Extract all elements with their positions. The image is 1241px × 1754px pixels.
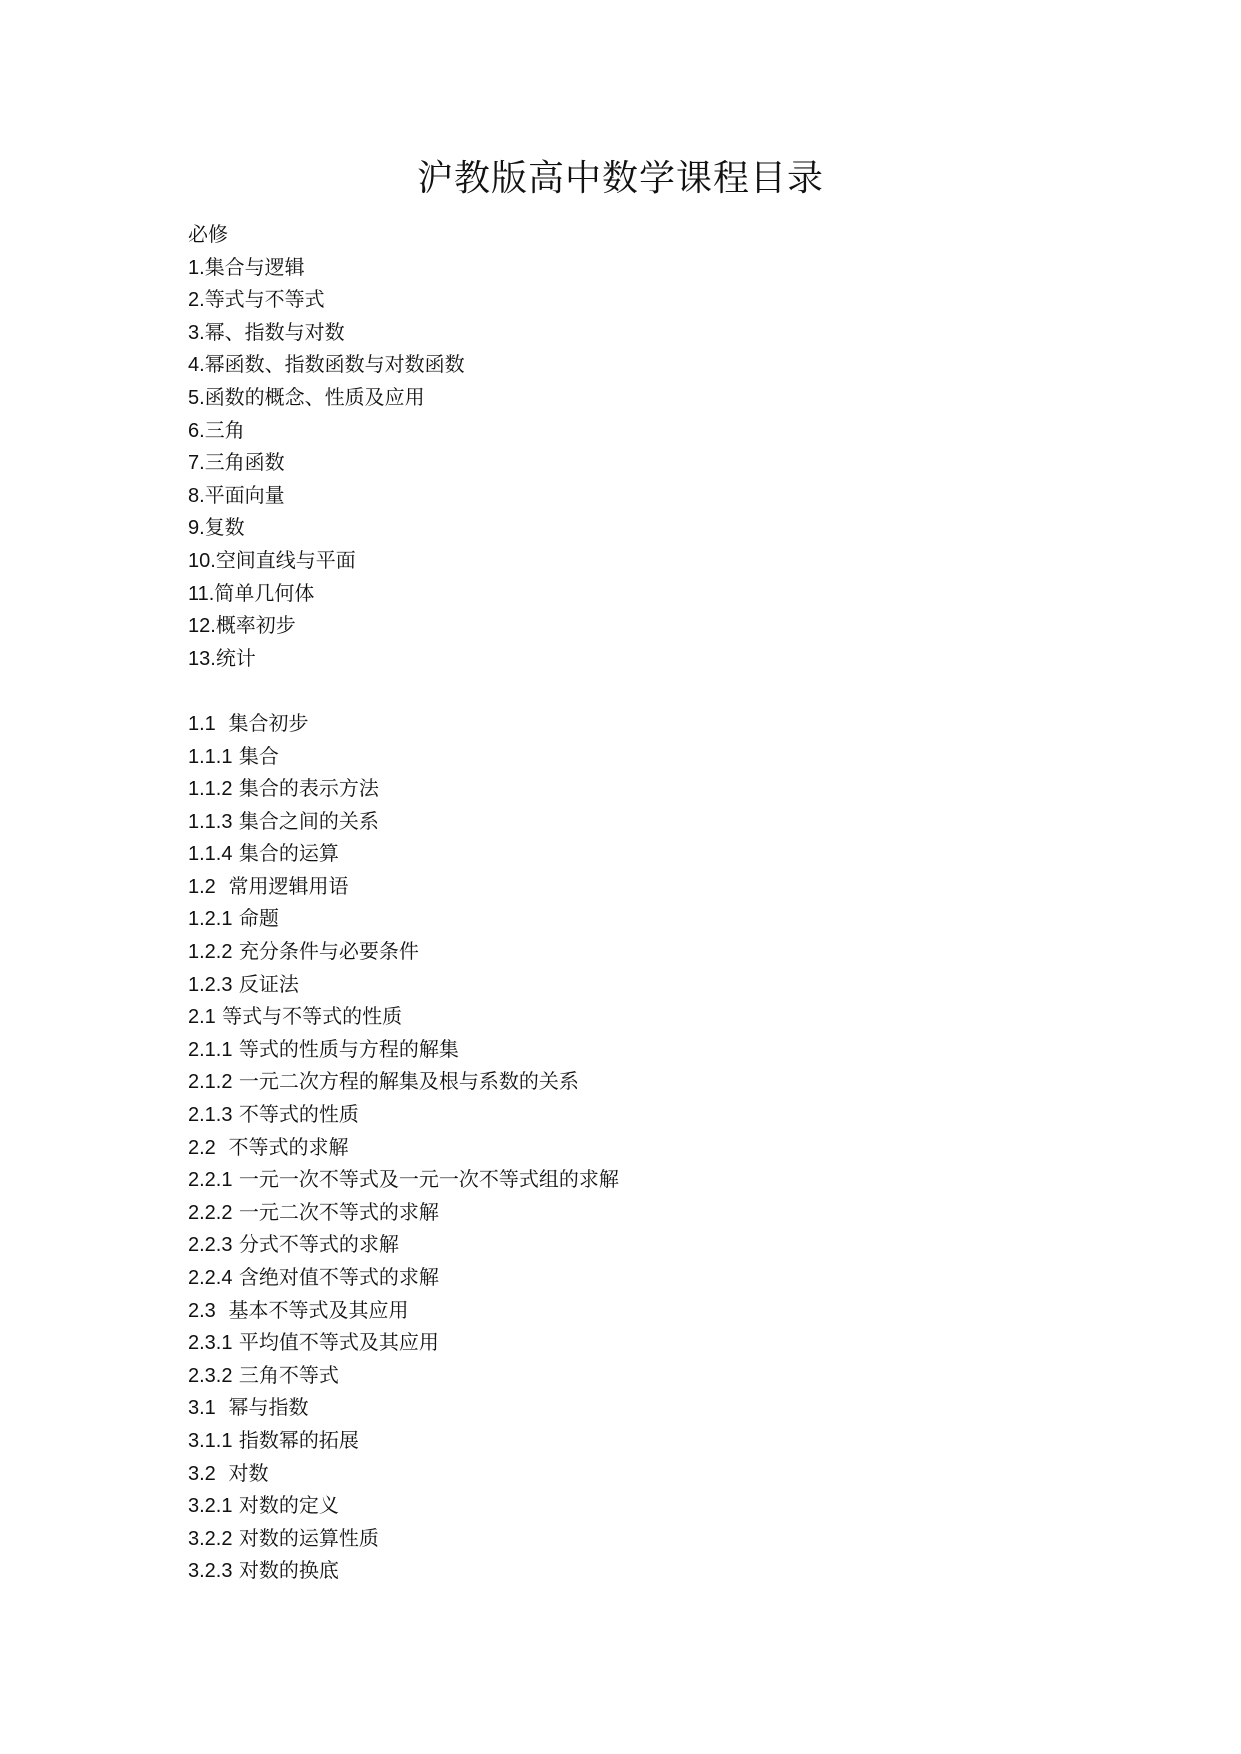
section-item-number: 2.2.1 [188,1169,233,1192]
section-item [188,1326,1088,1359]
section-item-title: 常用逻辑用语 [228,873,349,898]
section-item [188,1131,1088,1164]
section-item-title: 一元一次不等式及一元一次不等式组的求解 [238,1167,619,1192]
section-item-number: 2.1.1 [188,1038,233,1061]
section-item-title: 三角不等式 [238,1362,339,1387]
chapter-item-title: 概率初步 [215,613,296,638]
section-item-separator [216,1135,229,1159]
chapter-item-title: 统计 [215,645,256,670]
section-item-title: 等式的性质与方程的解集 [238,1036,459,1061]
blank-line [188,674,1088,707]
section-item-title: 集合 [238,743,279,768]
chapter-item-title: 等式与不等式 [204,287,325,312]
section-item [188,1196,1088,1229]
chapter-item [188,283,1088,316]
section-item-separator [216,1395,229,1419]
section-item-number: 2.2 [188,1136,216,1159]
section-item-number: 2.3.2 [188,1364,233,1387]
section-item [188,1261,1088,1294]
chapter-item [188,544,1088,577]
section-item [188,1554,1088,1587]
section-item-number: 2.1.3 [188,1104,233,1127]
section-item-number: 1.1.3 [188,810,233,833]
section-item [188,1163,1088,1196]
section-item-title: 不等式的性质 [238,1102,359,1127]
section-item-number: 1.2.3 [188,973,233,996]
section-item [188,1424,1088,1457]
section-item-number: 3.2.1 [188,1495,233,1518]
section-item-number: 2.3 [188,1299,216,1322]
chapter-item-number: 12. [188,615,216,638]
section-item-title: 集合初步 [228,710,309,735]
chapter-item-number: 6. [188,419,205,442]
section-item-title: 一元二次方程的解集及根与系数的关系 [238,1069,579,1094]
chapter-item-number: 9. [188,517,205,540]
section-item-number: 2.2.3 [188,1234,233,1257]
section-item [188,1000,1088,1033]
chapter-item-number: 1. [188,256,205,279]
chapter-item-title: 函数的概念、性质及应用 [204,384,425,409]
section-item-number: 3.2.2 [188,1527,233,1550]
section-item-number: 1.1.2 [188,778,233,801]
section-item-number: 1.2.2 [188,941,233,964]
section-item-number: 3.2 [188,1462,216,1485]
section-item [188,740,1088,773]
section-item-title: 集合之间的关系 [238,808,379,833]
section-item-number: 1.2.1 [188,908,233,931]
section-heading: 必修 [188,222,228,246]
chapter-item-number: 11. [188,582,215,605]
section-list [188,707,1088,1587]
chapter-item [188,316,1088,349]
chapter-item-number: 2. [188,289,205,312]
section-item-title: 一元二次不等式的求解 [238,1199,439,1224]
chapter-item-title: 集合与逻辑 [204,254,305,279]
chapter-item-title: 复数 [204,515,245,540]
chapter-item-title: 平面向量 [204,482,285,507]
section-item [188,1391,1088,1424]
section-item [188,837,1088,870]
section-item [188,968,1088,1001]
section-item-title: 充分条件与必要条件 [238,939,419,964]
section-item [188,1228,1088,1261]
chapter-item-number: 4. [188,354,205,377]
section-item-title: 指数幂的拓展 [238,1427,359,1452]
chapter-item [188,642,1088,675]
section-item-number: 3.1.1 [188,1429,233,1452]
chapter-item-number: 3. [188,321,205,344]
page-title: 沪教版高中数学课程目录 [416,158,824,199]
chapter-item-title: 空间直线与平面 [215,547,356,572]
section-item [188,772,1088,805]
section-item-title: 对数 [228,1460,269,1485]
section-item [188,1359,1088,1392]
section-item-title: 集合的表示方法 [238,776,379,801]
chapter-item [188,446,1088,479]
section-item-number: 2.3.1 [188,1332,233,1355]
section-item-number: 3.2.3 [188,1560,233,1583]
section-item-number: 1.1.4 [188,843,233,866]
chapter-item-title: 幂、指数与对数 [204,319,345,344]
section-item-separator [216,874,229,898]
section-item-title: 等式与不等式的性质 [222,1004,403,1029]
chapter-item-title: 三角 [204,417,245,442]
section-item-title: 反证法 [238,971,299,996]
chapter-item-number: 10. [188,549,216,572]
section-item-number: 2.1.2 [188,1071,233,1094]
section-item [188,1489,1088,1522]
toc-content [188,218,1088,1587]
section-item [188,902,1088,935]
section-item-title: 分式不等式的求解 [238,1232,399,1257]
section-item-number: 2.2.2 [188,1201,233,1224]
section-item-number: 2.2.4 [188,1267,233,1289]
section-item-title: 平均值不等式及其应用 [238,1330,439,1355]
section-item [188,707,1088,740]
section-item-title: 幂与指数 [228,1395,309,1420]
chapter-item-number: 8. [188,484,205,507]
chapter-item-number: 13. [188,647,216,670]
section-item-separator [216,1298,229,1322]
section-item [188,805,1088,838]
section-item-title: 基本不等式及其应用 [228,1297,409,1322]
chapter-item [188,381,1088,414]
section-item-title: 命题 [238,906,279,931]
section-item-title: 集合的运算 [238,841,339,866]
section-item-title: 对数的换底 [238,1558,339,1583]
section-item [188,1522,1088,1555]
section-item-number: 1.2 [188,875,216,898]
chapter-item-number: 5. [188,386,205,409]
section-item [188,1457,1088,1490]
section-item-number: 3.1 [188,1397,216,1420]
section-item-title: 含绝对值不等式的求解 [238,1265,439,1289]
section-item-title: 对数的运算性质 [238,1525,379,1550]
section-item-number: 1.1 [188,712,216,735]
section-item [188,1065,1088,1098]
chapter-item-title: 三角函数 [204,450,285,475]
chapter-item [188,577,1088,610]
chapter-item [188,348,1088,381]
section-item-number: 1.1.1 [188,745,233,768]
chapter-list [188,251,1088,675]
chapter-item-title: 简单几何体 [214,580,315,605]
chapter-item [188,251,1088,284]
chapter-item-title: 幂函数、指数函数与对数函数 [204,352,465,377]
chapter-item [188,414,1088,447]
section-item [188,1294,1088,1327]
chapter-item [188,609,1088,642]
chapter-item [188,479,1088,512]
chapter-item [188,511,1088,544]
section-item-title: 不等式的求解 [228,1134,349,1159]
section-item-separator [216,711,229,735]
section-item [188,1033,1088,1066]
section-item [188,1098,1088,1131]
chapter-item-number: 7. [188,452,205,475]
section-item-number: 2.1 [188,1006,216,1029]
section-item [188,935,1088,968]
section-item-title: 对数的定义 [238,1493,339,1518]
section-item-separator [216,1461,229,1485]
section-item [188,870,1088,903]
